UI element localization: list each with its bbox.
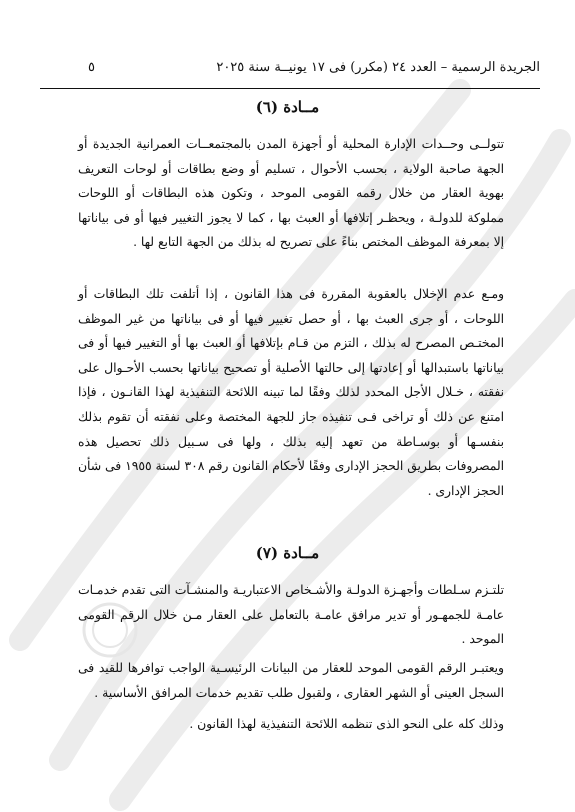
article-6-paragraph-1: تتولــى وحــدات الإدارة المحلية أو أجهزة المدن بالمجتمعــات العمرانية الجديدة أو الجهة صاحبة الولاية ، بحسب الأحوال ، تسليم أو وضع بطاقات أو لوحات التعريف بهوية العقار من خلال رقمه القومى الموحد ، وتكون هذه البطاقات أو اللوحات مملوكة للدولـة ، ويحظـر إتلافها أو العبث بها ، كما لا يجوز التغيير فيها أو فى بياناتها إلا بمعرفة الموظف المختص بناءً على تصريح له بذلك من الجهة التابع لها . (78, 137, 504, 250)
article-6-paragraph-2: ومـع عدم الإخلال بالعقوبة المقررة فى هذا القانون ، إذا أتلفت تلك البطاقات أو اللوحات ، أو جرى العبث بها ، أو حصل تغيير فيها أو فى بياناتها من غير الموظف المختـص المصرح له بذلك ، التزم من قـام بإتلافها أو العبث بها أو التغيير فيها أو فى بياناتها باستبدالها أو إعادتها إلى حالتها الأصلية أو تصحيح بياناتها بحسب الأحـوال على نفقته ، خـلال الأجل المحدد لذلك وفقًا لما تبينه اللائحة التنفيذية لهذا القانـون ، فإذا امتنع عن ذلك أو تراخى فـى تنفيذه جاز للجهة المختصة وعلى نفقته أن تقوم بذلك بنفسـها أو بوسـاطة من تعهد إليه بذلك ، ولها فى سـبيل ذلك تحصيل هذه المصروفات بطريق الحجز الإدارى وفقًا لأحكام القانون رقم ٣٠٨ لسنة ١٩٥٥ فى شأن الحجز الإدارى . (78, 287, 504, 498)
page-header (40, 60, 540, 86)
article-6-heading: مــادة (٦) (255, 98, 320, 116)
gazette-title: الجريدة الرسمية – العدد ٢٤ (مكرر) فى ١٧ يونيــة سنة ٢٠٢٥ (216, 60, 540, 75)
article-7-paragraph-1: تلتـزم سـلطات وأجهـزة الدولـة والأشـخاص الاعتباريـة والمنشـآت التى تقدم خدمـات عامـة للجمهـور أو تدير مرافق عامـة بالتعامل على العقار مـن خلال الرقم القومى الموحد . (78, 583, 504, 647)
article-7-heading: مــادة (٧) (255, 544, 320, 562)
article-7-paragraph-3: وذلك كله على النحو الذى تنظمه اللائحة التنفيذية لهذا القانون . (189, 717, 504, 731)
article-7-paragraph-2: ويعتبـر الرقم القومى الموحد للعقار من البيانات الرئيسـية الواجب توافرها للقيد فى السجل العينى أو الشهر العقارى ، ولقبول طلب تقديم خدمات المرافق الأساسية . (78, 661, 504, 700)
header-rule (40, 88, 540, 89)
page-number: ٥ (88, 60, 95, 75)
